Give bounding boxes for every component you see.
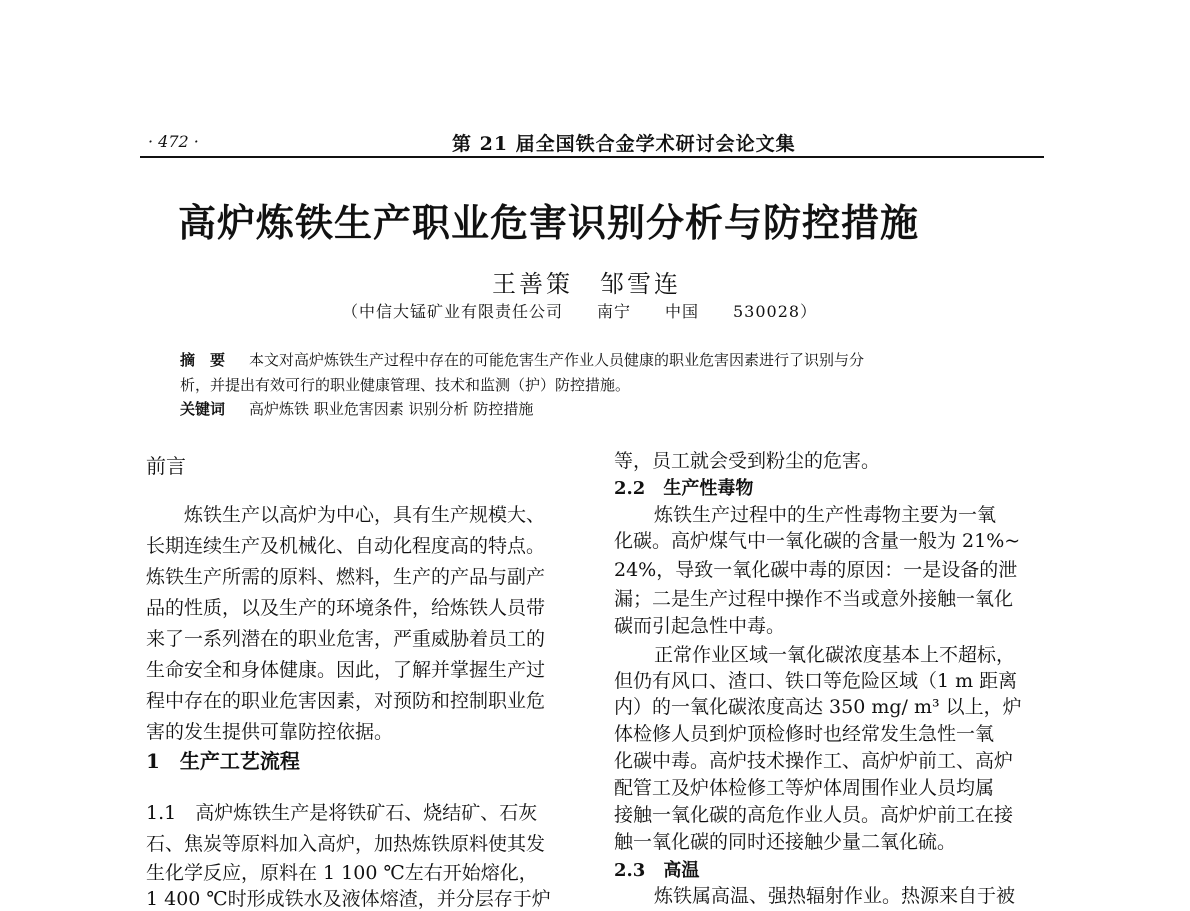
- preface-line: 来了一系列潜在的职业危害，严重威胁着员工的: [146, 628, 546, 650]
- header-rule: [140, 156, 1044, 158]
- keywords-label: 关键词: [180, 400, 226, 418]
- authors: 王善策 邹雪连: [492, 270, 681, 298]
- preface-line: 炼铁生产以高炉为中心，具有生产规模大、: [184, 504, 546, 526]
- section-1-heading: 1 生产工艺流程: [146, 749, 300, 773]
- keywords-line: [180, 398, 533, 419]
- section-2-3-heading: 2.3 高温: [614, 860, 700, 881]
- preface-line: 害的发生提供可靠防控依据。: [146, 721, 394, 743]
- section-2-2-line: 触一氧化碳的同时还接触少量二氧化硫。: [614, 831, 957, 853]
- section-2-2-line: 漏；二是生产过程中操作不当或意外接触一氧化: [614, 588, 1014, 610]
- section-1-1-line: 1.1 高炉炼铁生产是将铁矿石、烧结矿、石灰: [146, 802, 538, 824]
- proceedings-title: 第 21 届全国铁合金学术研讨会论文集: [452, 133, 796, 155]
- section-1-1-line: 石、焦炭等原料加入高炉，加热炼铁原料使其发: [146, 833, 546, 855]
- preface-heading: 前言: [146, 454, 186, 478]
- preface-line: 炼铁生产所需的原料、燃料，生产的产品与副产: [146, 566, 546, 588]
- paragraph-line: 等，员工就会受到粉尘的危害。: [614, 450, 881, 472]
- abstract-line-2: 析，并提出有效可行的职业健康管理、技术和监测（护）防控措施。: [180, 376, 631, 394]
- section-2-2-line: 化碳中毒。高炉技术操作工、高炉炉前工、高炉: [614, 750, 1014, 772]
- section-2-2-line: 化碳。高炉煤气中一氧化碳的含量一般为 21%~: [614, 530, 1021, 552]
- section-2-2-line: 碳而引起急性中毒。: [614, 615, 786, 637]
- abstract-label: 摘 要: [180, 351, 226, 369]
- section-2-2-line: 配管工及炉体检修工等炉体周围作业人员均属: [614, 777, 995, 799]
- section-2-2-line: 正常作业区域一氧化碳浓度基本上不超标，: [654, 644, 1016, 666]
- section-2-2-line: 24%，导致一氧化碳中毒的原因：一是设备的泄: [614, 559, 1018, 581]
- paper-title: 高炉炼铁生产职业危害识别分析与防控措施: [178, 200, 920, 245]
- affiliation: （中信大锰矿业有限责任公司 南宁 中国 530028）: [342, 302, 818, 321]
- preface-line: 程中存在的职业危害因素，对预防和控制职业危: [146, 690, 546, 712]
- section-1-1-line: 生化学反应，原料在 1 100 ℃左右开始熔化，: [146, 862, 538, 884]
- abstract-text-1: 本文对高炉炼铁生产过程中存在的可能危害生产作业人员健康的职业危害因素进行了识别与分: [249, 351, 865, 369]
- section-2-2-heading: 2.2 生产性毒物: [614, 478, 754, 499]
- section-1-1-line: 1 400 ℃时形成铁水及液体熔渣，并分层存于炉: [146, 888, 551, 910]
- section-2-2-line: 体检修人员到炉顶检修时也经常发生急性一氧: [614, 723, 995, 745]
- section-2-2-line: 但仍有风口、渣口、铁口等危险区域（1 m 距离: [614, 670, 1018, 692]
- section-2-3-line: 炼铁属高温、强热辐射作业。热源来自于被: [654, 885, 1016, 907]
- page-number: · 472 ·: [148, 132, 199, 151]
- preface-line: 生命安全和身体健康。因此，了解并掌握生产过: [146, 659, 546, 681]
- preface-line: 长期连续生产及机械化、自动化程度高的特点。: [146, 535, 546, 557]
- preface-line: 品的性质，以及生产的环境条件，给炼铁人员带: [146, 597, 546, 619]
- section-2-2-line: 接触一氧化碳的高危作业人员。高炉炉前工在接: [614, 804, 1014, 826]
- section-2-2-line: 内）的一氧化碳浓度高达 350 mg/ m³ 以上，炉: [614, 696, 1022, 718]
- section-2-2-line: 炼铁生产过程中的生产性毒物主要为一氧: [654, 504, 997, 526]
- keywords: 高炉炼铁 职业危害因素 识别分析 防控措施: [249, 400, 534, 418]
- abstract-line-1: [180, 349, 864, 370]
